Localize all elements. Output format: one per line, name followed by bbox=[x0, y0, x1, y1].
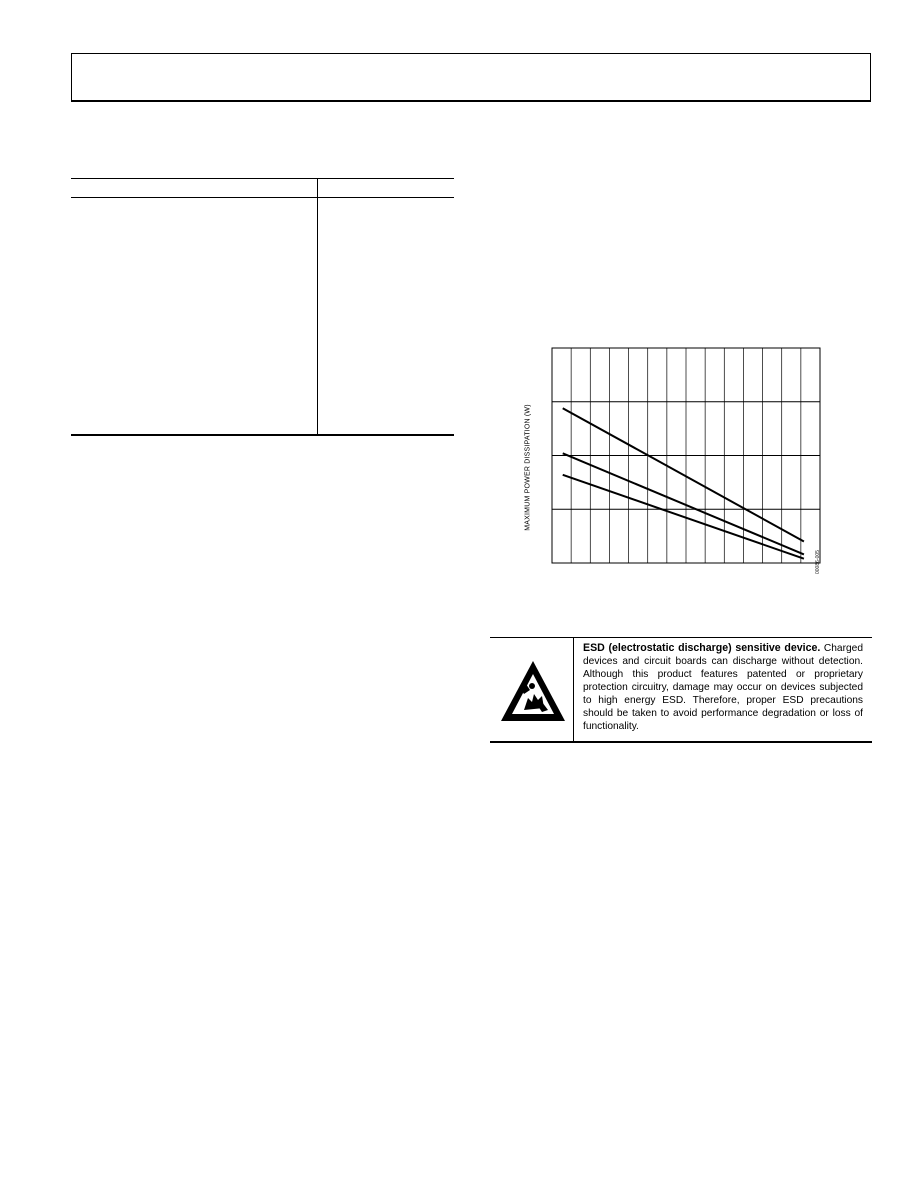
esd-body: Charged devices and circuit boards can discharge without detection. Although this product features patented or proprietary protection circuitry, damage may occur on devices subjected to high energy ESD. Therefore, proper ESD precautions should be taken to avoid performance degradation or loss of functionality. bbox=[583, 643, 863, 732]
esd-text bbox=[583, 642, 863, 733]
table-bottom-rule bbox=[71, 434, 454, 436]
chart-plot bbox=[515, 340, 855, 600]
table-header-rule bbox=[71, 197, 454, 198]
figure-code: 00086-005 bbox=[815, 550, 821, 574]
esd-notice bbox=[490, 637, 872, 743]
page-header-box bbox=[71, 53, 871, 102]
esd-icon-cell bbox=[490, 638, 574, 741]
series-line-1 bbox=[563, 408, 804, 541]
esd-warning-icon bbox=[498, 658, 568, 724]
absolute-maximum-ratings-table bbox=[71, 178, 454, 436]
series-line-3 bbox=[563, 475, 804, 559]
table-column-divider bbox=[317, 178, 318, 435]
power-dissipation-chart bbox=[515, 340, 855, 600]
table-top-rule bbox=[71, 178, 454, 179]
series-line-2 bbox=[563, 453, 804, 554]
chart-y-axis-label: MAXIMUM POWER DISSIPATION (W) bbox=[524, 404, 532, 531]
esd-title: ESD (electrostatic discharge) sensitive device. bbox=[583, 642, 821, 654]
